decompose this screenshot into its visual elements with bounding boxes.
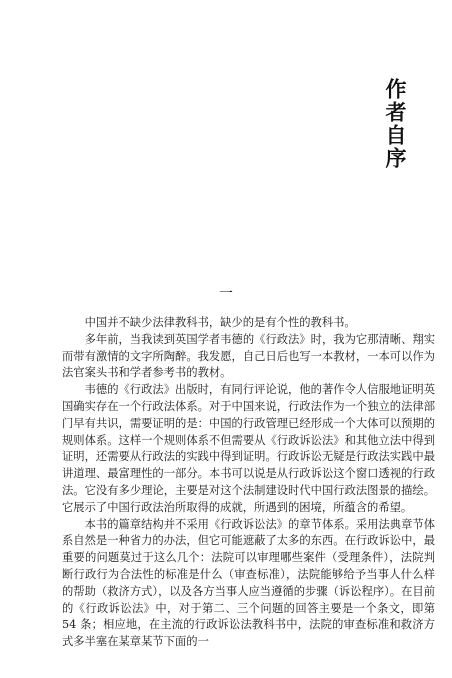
section-number: 一 bbox=[219, 286, 233, 302]
page-title: 作者自序 bbox=[383, 78, 408, 170]
paragraph: 本书的篇章结构并不采用《行政诉讼法》的章节体系。采用法典章节体系自然是一种省力的办法，但它可能遮蔽了太多的东西。在行政诉讼中，最重要的问题莫过于这么几个：法院可以审理哪些案件（受理条件），法院判断行政行为合法性的标准是什么（审查标准），法院能够给予当事人什么样的帮助（救济方式），以及各方当事人应当遵循的步骤（诉讼程序）。在目前的《行政诉讼法》中，对于第二、三个问题的回答主要是一个条文，即第 54 条；相应地，在主流的行政诉讼法教科书中，法院的审查标准和救济方式多半塞在某章某节下面的一 bbox=[62, 517, 435, 649]
body-text bbox=[62, 315, 435, 651]
paragraph: 多年前，当我读到英国学者韦德的《行政法》时，我为它那清晰、翔实而带有激情的文字所陶醉。我发愿，自己日后也写一本教材，一本可以作为法官案头书和学者参考书的教材。 bbox=[62, 332, 435, 380]
paragraph: 中国并不缺少法律教科书，缺少的是有个性的教科书。 bbox=[84, 316, 356, 329]
paragraph: 韦德的《行政法》出版时，有同行评论说，他的著作令人信服地证明英国确实存在一个行政法体系。对于中国来说，行政法作为一个独立的法律部门早有共识，需要证明的是：中国的行政管理已经形成一个大体可以预期的规则体系。这样一个规则体系不但需要从《行政诉讼法》和其他立法中得到证明，还需要从行政法的实践中得到证明。行政诉讼无疑是行政法实践中最讲道理、最富理性的一部分。本书可以说是从行政诉讼这个窗口透视的行政法。它没有多少理论，主要是对这个法制建设时代中国行政法图景的描绘。它展示了中国行政法治所取得的成就，所遇到的困境，所蕴含的希望。 bbox=[62, 383, 435, 514]
